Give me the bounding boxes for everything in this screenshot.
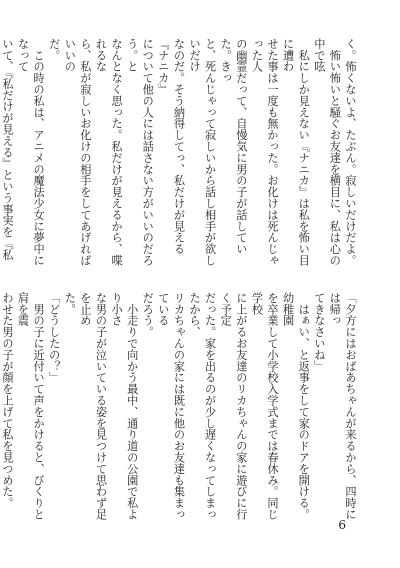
- upper-text-block: く。怖くないよ、たぶん。寂しいだけだよ。 怖い怖いと騒ぐお友達を横目に、私は心の中で呟 私にしか見えない『ナニカ』は私を怖い目に遭わ せた事は一度も無かった。お化けは死んじゃった人 の幽霊だって、自慢気に男の子が話していた。きっ と、死んじゃって寂しいから話し相手が欲しいだけ なのだ。そう納得してっ、私だけが見える『ナニカ』 について他の人には話さない方がいいのだろう。と なんとなく思った。私だけが見えるから、喋れるな ら、私が寂しいお化けの相手をしてあげればいいの だ。 この時の私は、アニメの魔法少女に夢中になって いて、『私だけが見える』という事実を『私: [0, 38, 357, 266]
- lower-text-block: 「夕方にはおばあちゃんが来るから、四時には帰っ てきなさいね」 はぁい、と返事をして家のドアを開ける。幼稚園 を卒業して小学校入学式までは春休み。同じ学校 に上がるお友達のリカちゃんの家に遊びに行く予定 だった。家を出るのが少し遅くなってしまったから、 リカちゃんの家には既に他のお友達も集まっている だろう。 小走りで向かう最中、通り道の公園で私より小さ な男の子が泣いている姿を見つけて思わず足を止め た。 「どうしたの？」 男の子に近付いて声をかけると、びくりと肩を震 わせた男の子が顔を上げて私を見つめた。: [0, 292, 357, 520]
- page-number: 6: [338, 518, 346, 532]
